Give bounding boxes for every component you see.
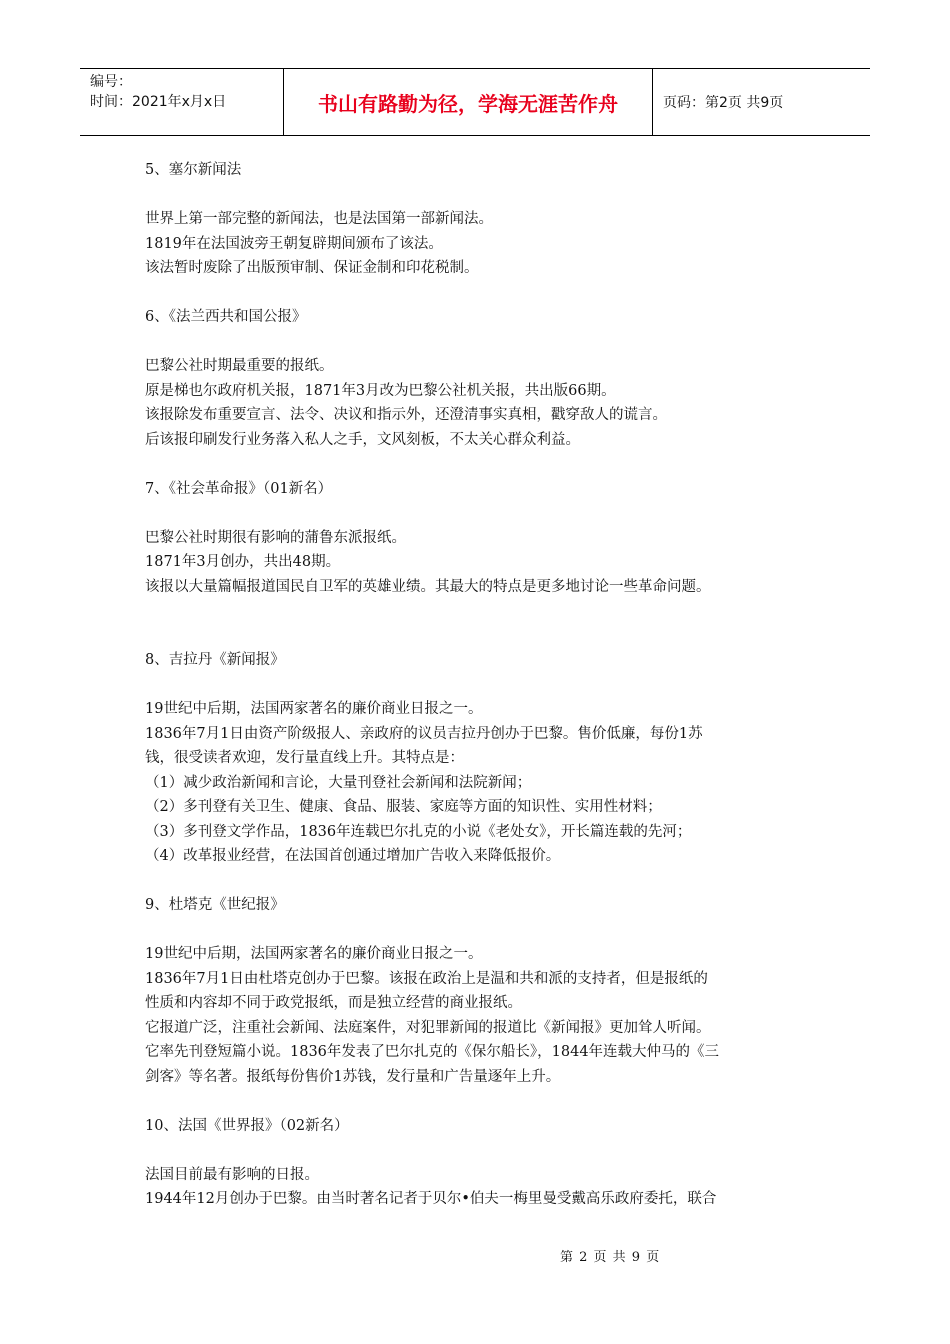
section-title: 10、法国《世界报》（02新名）: [145, 1117, 349, 1134]
section-title: 8、吉拉丹《新闻报》: [145, 652, 285, 668]
section-10: [145, 1114, 815, 1212]
paragraph-line: 1944年12月创办于巴黎。由当时著名记者于贝尔•伯夫一梅里曼受戴高乐政府委托，联合: [145, 1191, 717, 1207]
list-item: （3）多刊登文学作品，1836年连载巴尔扎克的小说《老处女》，开长篇连载的先河；: [145, 823, 692, 840]
header-page-label: 页码：第2页 共9页: [663, 95, 784, 111]
list-item: （2）多刊登有关卫生、健康、食品、服装、家庭等方面的知识性、实用性材料；: [145, 799, 662, 815]
paragraph-line: 剑客》等名著。报纸每份售价1苏钱，发行量和广告量逐年上升。: [145, 1068, 561, 1085]
paragraph-line: 1836年7月1日由资产阶级报人、亲政府的议员吉拉丹创办于巴黎。售价低廉，每份1苏: [145, 725, 703, 742]
section-7: [145, 477, 815, 600]
section-8: [145, 648, 815, 869]
section-title: 9、杜塔克《世纪报》: [145, 897, 285, 913]
paragraph-line: 该法暂时废除了出版预审制、保证金制和印花税制。: [145, 260, 479, 276]
header-motto: 书山有路勤为径，学海无涯苦作舟: [318, 91, 618, 116]
section-5: [145, 158, 815, 281]
paragraph-line: 19世纪中后期，法国两家著名的廉价商业日报之一。: [145, 946, 483, 962]
list-item: （4）改革报业经营，在法国首创通过增加广告收入来降低报价。: [145, 848, 561, 864]
paragraph-line: 后该报印刷发行业务落入私人之手，文风刻板，不太关心群众利益。: [145, 431, 580, 448]
paragraph-line: 该报除发布重要宣言、法令、决议和指示外，还澄清事实真相，戳穿敌人的谎言。: [145, 407, 667, 423]
list-item: （1）减少政治新闻和言论，大量刊登社会新闻和法院新闻；: [145, 774, 532, 791]
section-title: 5、塞尔新闻法: [145, 162, 242, 178]
paragraph-line: 钱，很受读者欢迎，发行量直线上升。其特点是：: [145, 750, 464, 766]
section-9: [145, 893, 815, 1089]
header-page-cell: [653, 69, 870, 135]
footer-page-number: 第 2 页 共 9 页: [560, 1250, 661, 1265]
paragraph-line: 19世纪中后期，法国两家著名的廉价商业日报之一。: [145, 701, 483, 717]
paragraph-line: 它报道广泛，注重社会新闻、法庭案件，对犯罪新闻的报道比《新闻报》更加耸人听闻。: [145, 1019, 711, 1036]
doc-number-label: 编号：: [90, 74, 132, 90]
paragraph-line: 该报以大量篇幅报道国民自卫军的英雄业绩。其最大的特点是更多地讨论一些革命问题。: [145, 578, 711, 595]
paragraph-line: 1871年3月创办，共出48期。: [145, 554, 341, 570]
paragraph-line: 法国目前最有影响的日报。: [145, 1166, 319, 1183]
section-title: 6、《法兰西共和国公报》: [145, 309, 307, 325]
paragraph-line: 性质和内容却不同于政党报纸，而是独立经营的商业报纸。: [145, 995, 522, 1011]
header-meta: [80, 69, 283, 135]
paragraph-line: 它率先刊登短篇小说。1836年发表了巴尔扎克的《保尔船长》，1844年连载大仲马的《三: [145, 1044, 720, 1060]
doc-time-label: 时间：2021年x月x日: [90, 94, 227, 110]
paragraph-line: 原是梯也尔政府机关报，1871年3月改为巴黎公社机关报，共出版66期。: [145, 382, 616, 399]
section-6: [145, 305, 815, 452]
header-motto-cell: [283, 69, 653, 135]
paragraph-line: 1819年在法国波旁王朝复辟期间颁布了该法。: [145, 235, 443, 252]
paragraph-line: 世界上第一部完整的新闻法，也是法国第一部新闻法。: [145, 211, 493, 227]
page-header: [80, 68, 870, 136]
paragraph-line: 巴黎公社时期最重要的报纸。: [145, 358, 334, 374]
paragraph-line: 巴黎公社时期很有影响的蒲鲁东派报纸。: [145, 529, 406, 546]
page-footer: [560, 1246, 660, 1265]
paragraph-line: 1836年7月1日由杜塔克创办于巴黎。该报在政治上是温和共和派的支持者，但是报纸的: [145, 970, 708, 987]
section-title: 7、《社会革命报》（01新名）: [145, 480, 333, 497]
document-body: [145, 158, 815, 1236]
